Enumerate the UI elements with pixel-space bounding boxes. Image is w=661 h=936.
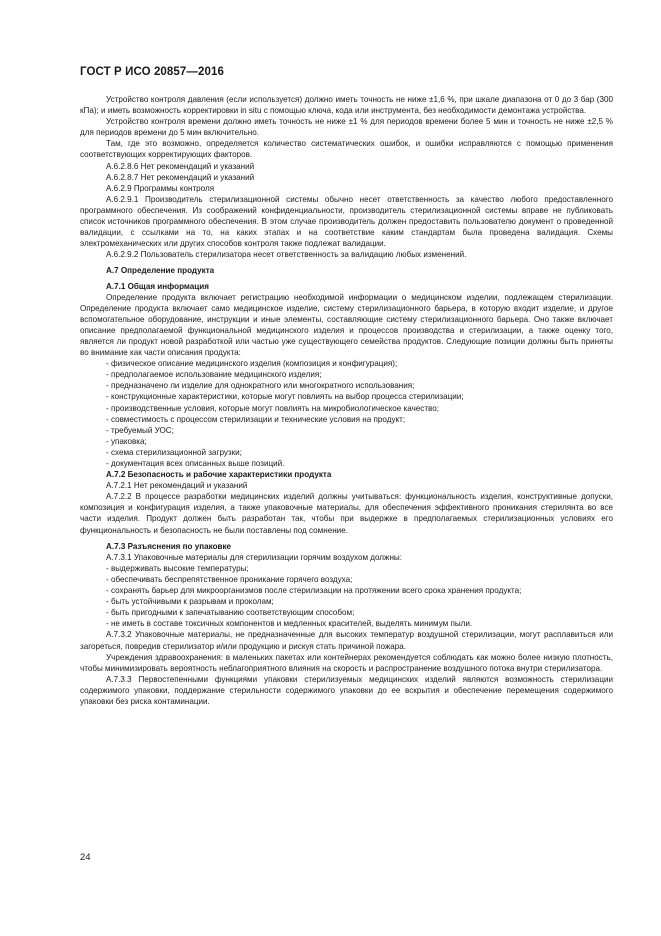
section-heading-a7-1: А.7.1 Общая информация <box>106 281 209 291</box>
page-number: 24 <box>80 852 91 863</box>
list-item: - не иметь в составе токсичных компонентов и медленных красителей, выделять минимум пыли. <box>106 619 473 629</box>
list-item: - выдерживать высокие температуры; <box>106 563 249 573</box>
clause-a7-3-3: А.7.3.3 Первостепенными функциями упаковки стерилизуемых медицинских изделий являются возможность стерилизации содержимого упаковки, поддержание стерильности содержимого упаковки до ее вскрытия и обеспечение перемещения содержимого упаковки без риска контаминации. <box>80 674 613 706</box>
clause-a6-2-9: А.6.2.9 Программы контроля <box>106 183 215 193</box>
packaging-requirements-list <box>80 563 613 630</box>
paragraph-systematic-errors: Там, где это возможно, определяется количество систематических ошибок, и ошибки исправляются с помощью применения соответствующих корректирующих факторов. <box>80 139 613 160</box>
paragraph-time-device: Устройство контроля времени должно иметь точность не ниже ±1 % для периодов времени более 5 мин и точность не ниже ±2,5 % для периодов времени до 5 мин включительно. <box>80 117 613 138</box>
list-item: - требуемый УОС; <box>106 425 174 435</box>
list-item: - конструкционные характеристики, которые могут повлиять на выбор процесса стерилизации; <box>106 392 464 402</box>
standard-header: ГОСТ Р ИСО 20857—2016 <box>80 66 225 78</box>
clause-a7-2-1: А.7.2.1 Нет рекомендаций и указаний <box>106 481 248 491</box>
product-description-list <box>80 358 613 469</box>
clause-a6-2-8-7: А.6.2.8.7 Нет рекомендаций и указаний <box>106 172 255 182</box>
clause-a7-3-1: А.7.3.1 Упаковочные материалы для стерилизации горячим воздухом должны: <box>106 552 402 562</box>
list-item: - физическое описание медицинского изделия (композиция и конфигурация); <box>106 359 398 369</box>
list-item: - предполагаемое использование медицинского изделия; <box>106 370 322 380</box>
list-item: - схема стерилизационной загрузки; <box>106 447 242 457</box>
list-item: - упаковка; <box>106 436 147 446</box>
list-item: - обеспечивать беспрепятственное проникание горячего воздуха; <box>106 574 353 584</box>
list-item: - предназначено ли изделие для однократного или многократного использования; <box>106 381 415 391</box>
list-item: - документация всех описанных выше позиций. <box>106 459 285 468</box>
section-heading-a7: А.7 Определение продукта <box>106 266 215 276</box>
clause-a7-2-2: А.7.2.2 В процессе разработки медицинских изделий должны учитываться: функциональность изделия, конструктивные допуски, композиция и конфигурация изделия, а также упаковочные материалы, для обеспечения эффективного проникания стерилянта во все части изделия. Продукт должен быть разработан так, чтобы при выдержке в предполагаемых стерилизационных условиях его функциональность и безопасность не были поставлены под сомнение. <box>80 492 613 535</box>
clause-a6-2-8-6: А.6.2.8.6 Нет рекомендаций и указаний <box>106 161 255 171</box>
list-item: - сохранять барьер для микроорганизмов после стерилизации на протяжении всего срока хранения продукта; <box>106 586 522 596</box>
paragraph-product-definition: Определение продукта включает регистрацию необходимой информации о медицинском изделии, подлежащем стерилизации. Определение продукта включает само медицинское изделие, систему стерилизационного барьера, в которую входит изделие, и другое вспомогательное оборудование, инструкции и иные элементы, составляющие систему стерилизационного барьера. Оно также включает описание предполагаемой функциональной медицинского изделия и процессов производства и стерилизации, а также оценку того, является ли продукт новой разработкой или частью уже существующего семейства продуктов. Следующие позиции должны быть приняты во внимание как части описания продукта: <box>80 292 613 358</box>
paragraph-healthcare-facilities: Учреждения здравоохранения: в маленьких пакетах или контейнерах рекомендуется соблюдать как можно более низкую плотность, чтобы минимизировать вероятность неблагоприятного влияния на скорость и распространение воздушного потока внутри стерилизатора. <box>80 652 613 673</box>
page-content <box>80 94 613 707</box>
clause-a6-2-9-2: А.6.2.9.2 Пользователь стерилизатора несет ответственность за валидацию любых изменений. <box>106 250 467 260</box>
section-heading-a7-3: А.7.3 Разъяснения по упаковке <box>106 541 232 551</box>
paragraph-pressure-device: Устройство контроля давления (если используется) должно иметь точность не ниже ±1,6 %, при шкале диапазона от 0 до 3 бар (300 кПа); и иметь возможность корректировки in situ с помощью ключа, кода или инструмента, без необходимости демонтажа устройства. <box>80 95 613 116</box>
list-item: - быть устойчивыми к разрывам и проколам; <box>106 597 274 607</box>
list-item: - производственные условия, которые могут повлиять на микробиологическое качество; <box>106 403 440 413</box>
section-heading-a7-2: А.7.2 Безопасность и рабочие характеристики продукта <box>106 470 332 480</box>
clause-a6-2-9-1: А.6.2.9.1 Производитель стерилизационной системы обычно несет ответственность за качество любого предоставленного программного обеспечения. Из соображений конфиденциальности, производитель стерилизационной системы вправе не публиковать список источников программного обеспечения. В этом случае производитель должен предоставить пользователю документ о проведенной валидации, с ссылками на то, на каких этапах и на соответствие каким стандартам была проведена валидация. Схемы электромеханических или других способов контроля также подлежат валидации. <box>80 194 613 249</box>
list-item: - совместимость с процессом стерилизации и технические условия на продукт; <box>106 414 406 424</box>
list-item: - быть пригодными к запечатыванию соответствующим способом; <box>106 608 355 618</box>
clause-a7-3-2: А.7.3.2 Упаковочные материалы, не предназначенные для высоких температур воздушной стерилизации, могут расплавиться или загореться, повредив стерилизатор и/или продукцию и рискуя стать причиной пожара. <box>80 630 613 651</box>
